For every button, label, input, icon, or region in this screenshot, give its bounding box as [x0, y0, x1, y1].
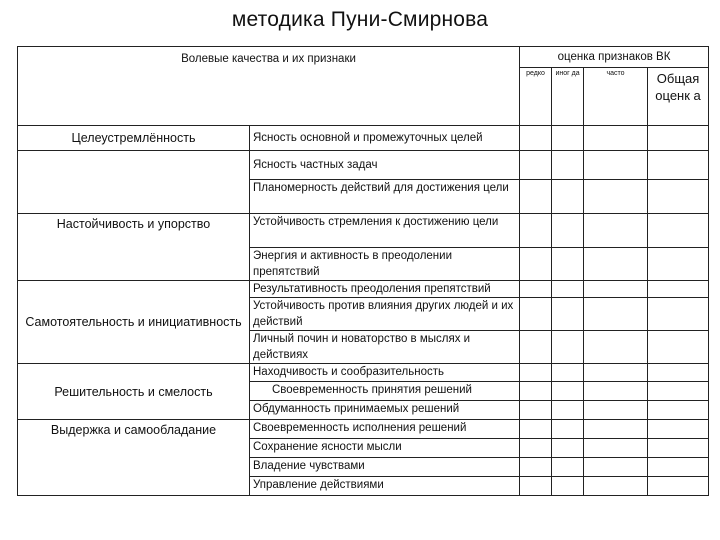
- score-cell[interactable]: [648, 331, 709, 364]
- score-cell[interactable]: [584, 281, 648, 298]
- score-cell[interactable]: [552, 364, 584, 382]
- score-cell[interactable]: [584, 331, 648, 364]
- sign-cell: Находчивость и сообразительность: [250, 364, 520, 382]
- quality-persistence: Настойчивость и упорство: [18, 214, 250, 281]
- sign-cell: Ясность основной и промежуточных целей: [250, 126, 520, 151]
- score-cell[interactable]: [552, 331, 584, 364]
- score-cell[interactable]: [584, 364, 648, 382]
- score-cell[interactable]: [648, 364, 709, 382]
- sign-cell: Своевременность принятия решений: [250, 382, 520, 401]
- score-cell[interactable]: [552, 151, 584, 180]
- score-cell[interactable]: [584, 248, 648, 281]
- score-cell[interactable]: [552, 477, 584, 496]
- score-cell[interactable]: [584, 439, 648, 458]
- quality-empty-cell: [18, 151, 250, 214]
- header-often: часто: [584, 68, 648, 126]
- score-cell[interactable]: [552, 281, 584, 298]
- score-cell[interactable]: [648, 439, 709, 458]
- score-cell[interactable]: [648, 298, 709, 331]
- score-cell[interactable]: [584, 151, 648, 180]
- score-cell[interactable]: [520, 331, 552, 364]
- quality-decisiveness: Решительность и смелость: [18, 364, 250, 420]
- score-cell[interactable]: [552, 458, 584, 477]
- score-cell[interactable]: [520, 439, 552, 458]
- header-total: Общая оценк а: [648, 68, 709, 126]
- score-cell[interactable]: [520, 281, 552, 298]
- quality-independence: Самотоятельность и инициативность: [18, 281, 250, 364]
- sign-cell: Ясность частных задач: [250, 151, 520, 180]
- header-sometimes: иног да: [552, 68, 584, 126]
- score-cell[interactable]: [648, 401, 709, 420]
- score-cell[interactable]: [552, 420, 584, 439]
- sign-cell: Сохранение ясности мысли: [250, 439, 520, 458]
- score-cell[interactable]: [552, 439, 584, 458]
- sign-cell: Обдуманность принимаемых решений: [250, 401, 520, 420]
- score-cell[interactable]: [584, 180, 648, 214]
- assessment-table: [17, 46, 709, 496]
- score-cell[interactable]: [520, 382, 552, 401]
- score-cell[interactable]: [648, 126, 709, 151]
- score-cell[interactable]: [520, 214, 552, 248]
- sign-cell: Своевременность исполнения решений: [250, 420, 520, 439]
- score-cell[interactable]: [520, 458, 552, 477]
- score-cell[interactable]: [648, 477, 709, 496]
- score-cell[interactable]: [552, 214, 584, 248]
- sign-cell: Управление действиями: [250, 477, 520, 496]
- score-cell[interactable]: [584, 298, 648, 331]
- score-cell[interactable]: [648, 420, 709, 439]
- score-cell[interactable]: [520, 401, 552, 420]
- score-cell[interactable]: [648, 151, 709, 180]
- score-cell[interactable]: [520, 126, 552, 151]
- score-cell[interactable]: [584, 382, 648, 401]
- page-title: методика Пуни-Смирнова: [231, 8, 489, 31]
- quality-purposefulness: Целеустремлённость: [18, 126, 250, 151]
- sign-cell: Энергия и активность в преодолении препятствий: [250, 248, 520, 281]
- score-cell[interactable]: [552, 401, 584, 420]
- score-cell[interactable]: [648, 248, 709, 281]
- score-cell[interactable]: [648, 214, 709, 248]
- sign-cell: Планомерность действий для достижения цели: [250, 180, 520, 214]
- score-cell[interactable]: [584, 458, 648, 477]
- sign-cell: Владение чувствами: [250, 458, 520, 477]
- score-cell[interactable]: [552, 382, 584, 401]
- score-cell[interactable]: [648, 180, 709, 214]
- score-cell[interactable]: [520, 364, 552, 382]
- header-rarely: редко: [520, 68, 552, 126]
- sign-cell: Устойчивость против влияния других людей и их действий: [250, 298, 520, 331]
- score-cell[interactable]: [648, 458, 709, 477]
- score-cell[interactable]: [520, 477, 552, 496]
- score-cell[interactable]: [552, 126, 584, 151]
- sign-cell: Личный почин и новаторство в мыслях и действиях: [250, 331, 520, 364]
- score-cell[interactable]: [584, 477, 648, 496]
- header-qualities: Волевые качества и их признаки: [18, 47, 520, 126]
- score-cell[interactable]: [552, 180, 584, 214]
- score-cell[interactable]: [584, 401, 648, 420]
- score-cell[interactable]: [648, 281, 709, 298]
- sign-cell: Устойчивость стремления к достижению цели: [250, 214, 520, 248]
- score-cell[interactable]: [552, 248, 584, 281]
- score-cell[interactable]: [584, 214, 648, 248]
- score-cell[interactable]: [520, 180, 552, 214]
- sign-cell: Результативность преодоления препятствий: [250, 281, 520, 298]
- score-cell[interactable]: [648, 382, 709, 401]
- score-cell[interactable]: [520, 248, 552, 281]
- score-cell[interactable]: [520, 298, 552, 331]
- score-cell[interactable]: [552, 298, 584, 331]
- score-cell[interactable]: [584, 126, 648, 151]
- score-cell[interactable]: [520, 420, 552, 439]
- score-cell[interactable]: [520, 151, 552, 180]
- header-rating: оценка признаков ВК: [520, 47, 709, 68]
- quality-self-control: Выдержка и самообладание: [18, 420, 250, 496]
- score-cell[interactable]: [584, 420, 648, 439]
